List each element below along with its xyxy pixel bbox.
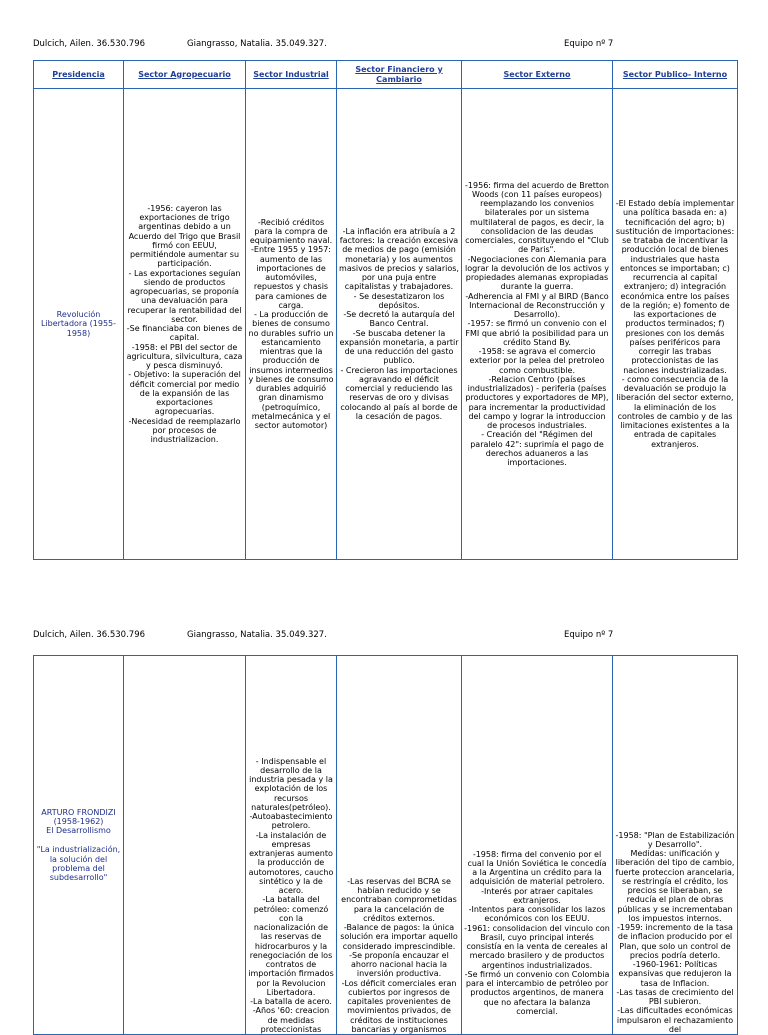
author-2: Giangrasso, Natalia. 35.049.327. xyxy=(187,39,327,49)
industrial-cell: -Recibió créditos para la compra de equipamiento naval. -Entre 1955 y 1957: aumento de las importaciones de automóviles, repuestos y chasis para camiones de carga. - La producción de bienes de consumo no durables sufrio un estancamiento mientras que la producción de insumos intermedios y bienes de consumo durables adquirió gran dinamismo (petroquímico, metalmecánica y el sector automotor) xyxy=(246,89,337,560)
presidency-title: ARTURO FRONDIZI (1958-1962) xyxy=(41,807,116,826)
publico-cell: -1958: "Plan de Estabilización y Desarrollo". Medidas: unificación y liberación del tipo de cambio, fuerte proteccion arancelaria, se restringía el crédito, los precios se liberaban, se reducía el plan de obras públicas y se incrementaban los impuestos internos. -1959: incremento de la tasa de inflacion producido por el Plan, que solo un control de precios podría deterlo. -1960-1961: Políticas expansivas que redujeron la tasa de Inflacion. -Las tasas de crecimiento del PBI subieron. -Las dificultades económicas impulsaron el rechazamiento del xyxy=(613,656,738,1035)
economic-table-continued xyxy=(33,655,738,1035)
table-row xyxy=(34,89,738,560)
column-header-publico: Sector Publico- Interno xyxy=(613,61,738,89)
presidency-cell xyxy=(34,656,124,1035)
column-header-financiero: Sector Financiero y Cambiario xyxy=(337,61,462,89)
presidency-subtitle: El Desarrollismo xyxy=(46,826,111,836)
industrial-cell: - Indispensable el desarrollo de la industria pesada y la explotación de los recursos naturales(petróleo). -Autoabastecimiento petrolero. -La instalación de empresas extranjeras aumento la producción de automotores, caucho sintético y la de acero. -La batalla del petróleo: comenzó con la nacionalización de las reservas de hidrocarburos y la renegociación de los contratos de importación firmados por la Revolucion Libertadora. -La batalla de acero. -Años '60: creacion de medidas proteccionistas xyxy=(246,656,337,1035)
presidency-title: Revolución Libertadora (1955-1958) xyxy=(40,310,117,338)
agropecuario-cell: -1956: cayeron las exportaciones de trigo argentinas debido a un Acuerdo del Trigo que Brasil firmó con EEUU, permitiéndole aumentar su participación. - Las exportaciones seguían siendo de productos agropecuarias, se proponía una devaluación para recuperar la rentabilidad del sector. -Se financiaba con bienes de capital. -1958: el PBI del sector de agricultura, silvicultura, caza y pesca disminuyó. - Objetivo: la superación del déficit comercial por medio de la expansión de las exportaciones agropecuarias. -Necesidad de reemplazarlo por procesos de industrializacion. xyxy=(124,89,246,560)
externo-cell: -1956: firma del acuerdo de Bretton Woods (con 11 países europeos) reemplazando los convenios bilaterales por un sistema multilateral de pagos, es decir, la consolidacion de las deudas comerciales, constituyendo el "Club de Paris". -Negociaciones con Alemania para lograr la devolución de los activos y propiedades alemanas expropiadas durante la guerra. -Adherencia al FMI y al BIRD (Banco Internacional de Reconstrucción y Desarrollo). -1957: se firmó un convenio con el FMI que abrió la posibilidad para un crédito Stand By. -1958: se agrava el comercio exterior por la pelea del pretroleo como combustible. -Relacion Centro (países industrializados) - periferia (países productores y exportadores de MP), para incrementar la productividad del campo y lograr la introduccion de procesos industriales. - Creación del "Régimen del paralelo 42": suprimía el pago de derechos aduaneros a las importaciones. xyxy=(462,89,613,560)
financiero-cell: -Las reservas del BCRA se habían reducido y se encontraban comprometidas para la cancelación de créditos externos. -Balance de pagos: la única solución era importar aquello considerado imprescindible. -Se proponía encauzar el ahorro nacional hacia la inversión productiva. -Los déficit comerciales eran cubiertos por ingresos de capitales provenientes de movimientos privados, de créditos de instituciones bancarias y organismos xyxy=(337,656,462,1035)
team-label: Equipo nº 7 xyxy=(564,39,614,49)
table-row xyxy=(34,656,738,1035)
column-header-presidencia: Presidencia xyxy=(34,61,124,89)
column-header-industrial: Sector Industrial xyxy=(246,61,337,89)
presidency-quote: "La industrialización, la solución del problema del subdesarrollo" xyxy=(36,845,121,883)
page-header xyxy=(0,630,768,644)
agropecuario-cell xyxy=(124,656,246,1035)
publico-cell: -El Estado debía implementar una política basada en: a) tecnificación del agro; b) sustitución de importaciones: se trataba de incentivar la producción local de bienes industriales que hasta entonces se importaban; c) recurrencia al capital extranjero; d) integración económica entre los países de la región; e) fomento de las exportaciones de productos terminados; f) presiones con los demás países periféricos para corregir las trabas proteccionistas de las naciones industrializadas. - como consecuencia de la devaluación se produjo la liberación del sector externo, la eliminación de los controles de cambio y de las limitaciones existentes a la entrada de capitales extranjeros. xyxy=(613,89,738,560)
economic-table xyxy=(33,60,738,560)
author-1: Dulcich, Ailen. 36.530.796 xyxy=(33,630,146,640)
team-label: Equipo nº 7 xyxy=(564,630,614,640)
column-header-agropecuario: Sector Agropecuario xyxy=(124,61,246,89)
externo-cell: -1958: firma del convenio por el cual la Unión Soviética le concedía a la Argentina un crédito para la adquisición de material petrolero. -Interés por atraer capitales extranjeros. -Intentos para consolidar los lazos económicos con los EEUU. -1961: consolidacion del vinculo con Brasil, cuyo principal interés consistía en la venta de cereales al mercado brasilero y de productos argentinos industrializados. -Se firmó un convenio con Colombia para el intercambio de petróleo por productos argentinos, de manera que no afectara la balanza comercial. xyxy=(462,656,613,1035)
author-2: Giangrasso, Natalia. 35.049.327. xyxy=(187,630,327,640)
author-1: Dulcich, Ailen. 36.530.796 xyxy=(33,39,146,49)
presidency-cell xyxy=(34,89,124,560)
financiero-cell: -La inflación era atribuía a 2 factores: la creación excesiva de medios de pago (emisión monetaria) y los aumentos masivos de precios y salarios, por una puja entre capitalistas y trabajadores. - Se desestatizaron los depósitos. -Se decretó la autarquía del Banco Central. -Se buscaba detener la expansión monetaria, a partir de una reducción del gasto publico. - Crecieron las importaciones agravando el déficit comercial y reduciendo las reservas de oro y divisas colocando al país al borde de la cesación de pagos. xyxy=(337,89,462,560)
page-header xyxy=(0,39,768,53)
table-header-row xyxy=(34,61,738,89)
column-header-externo: Sector Externo xyxy=(462,61,613,89)
